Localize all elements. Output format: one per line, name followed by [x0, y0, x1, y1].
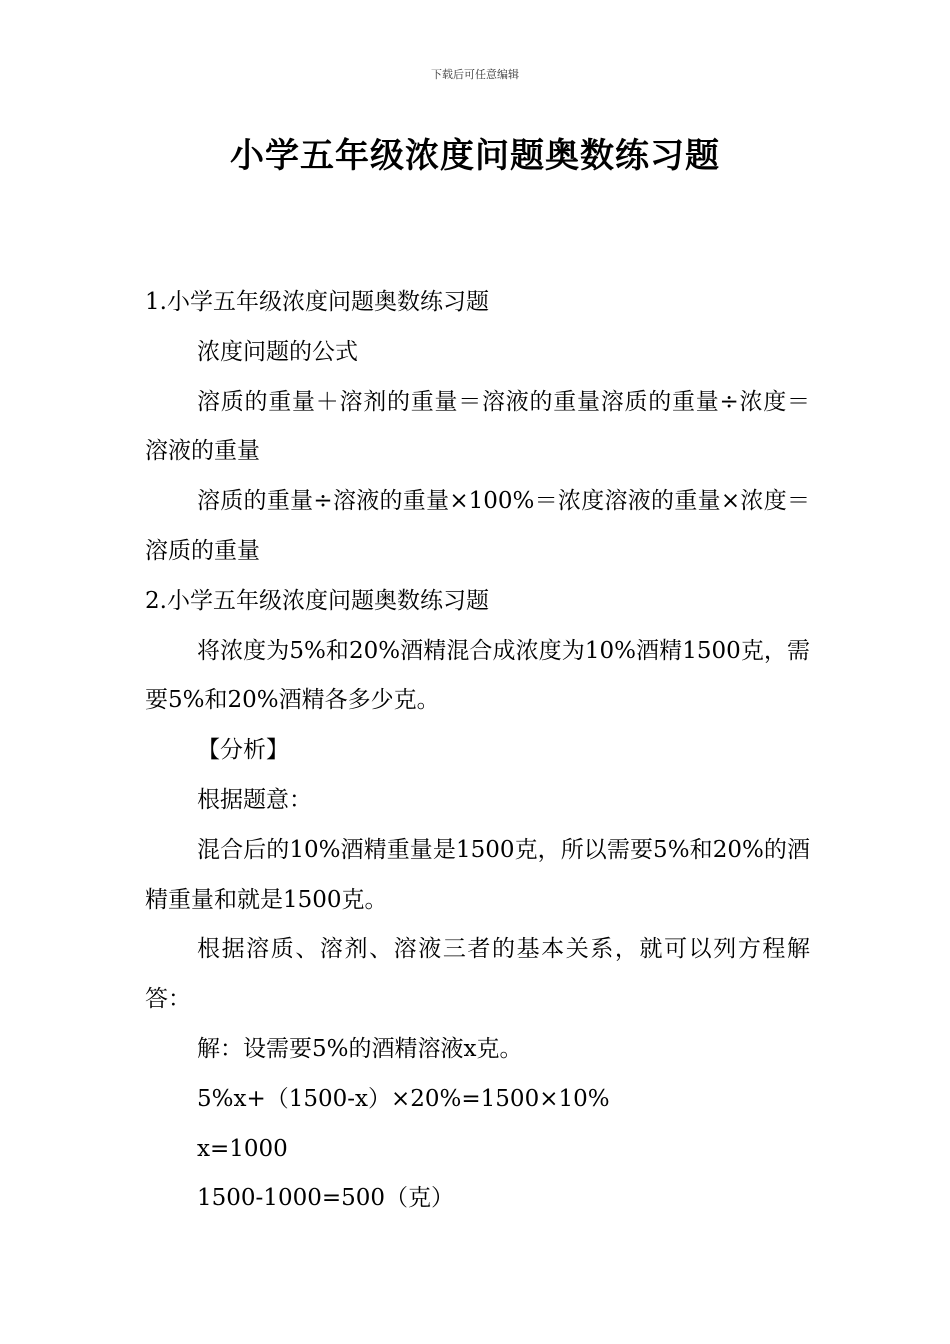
paragraph-formula-heading: 浓度问题的公式	[197, 338, 358, 365]
paragraph-analysis-intro: 根据题意：	[197, 786, 312, 813]
paragraph-equation: 5%x+（1500-x）×20%=1500×10%	[197, 1085, 610, 1112]
paragraph-result-remainder: 1500-1000=500（克）	[197, 1185, 455, 1212]
paragraph-question: 将浓度为5%和20%酒精混合成浓度为10%酒精1500克，需要5%和20%酒精各多少克。	[145, 637, 810, 714]
paragraph-analysis-1: 混合后的10%酒精重量是1500克，所以需要5%和20%的酒精重量和就是1500克。	[145, 836, 810, 913]
paragraph-solution-setup: 解：设需要5%的酒精溶液x克。	[197, 1035, 523, 1062]
paragraph-formula-2: 溶质的重量÷溶液的重量×100%＝浓度溶液的重量×浓度＝溶质的重量	[145, 488, 810, 564]
header-note: 下载后可任意编辑	[431, 68, 519, 81]
section-heading-2: 2.小学五年级浓度问题奥数练习题	[145, 587, 489, 614]
paragraph-analysis-2: 根据溶质、溶剂、溶液三者的基本关系，就可以列方程解答：	[145, 936, 810, 1013]
paragraph-analysis-label: 【分析】	[197, 737, 289, 764]
section-heading-1: 1.小学五年级浓度问题奥数练习题	[145, 289, 489, 315]
document-title: 小学五年级浓度问题奥数练习题	[230, 136, 720, 176]
document-body	[145, 278, 810, 1224]
paragraph-formula-1: 溶质的重量＋溶剂的重量＝溶液的重量溶质的重量÷浓度＝溶液的重量	[145, 388, 810, 465]
paragraph-result-x: x=1000	[197, 1135, 288, 1162]
